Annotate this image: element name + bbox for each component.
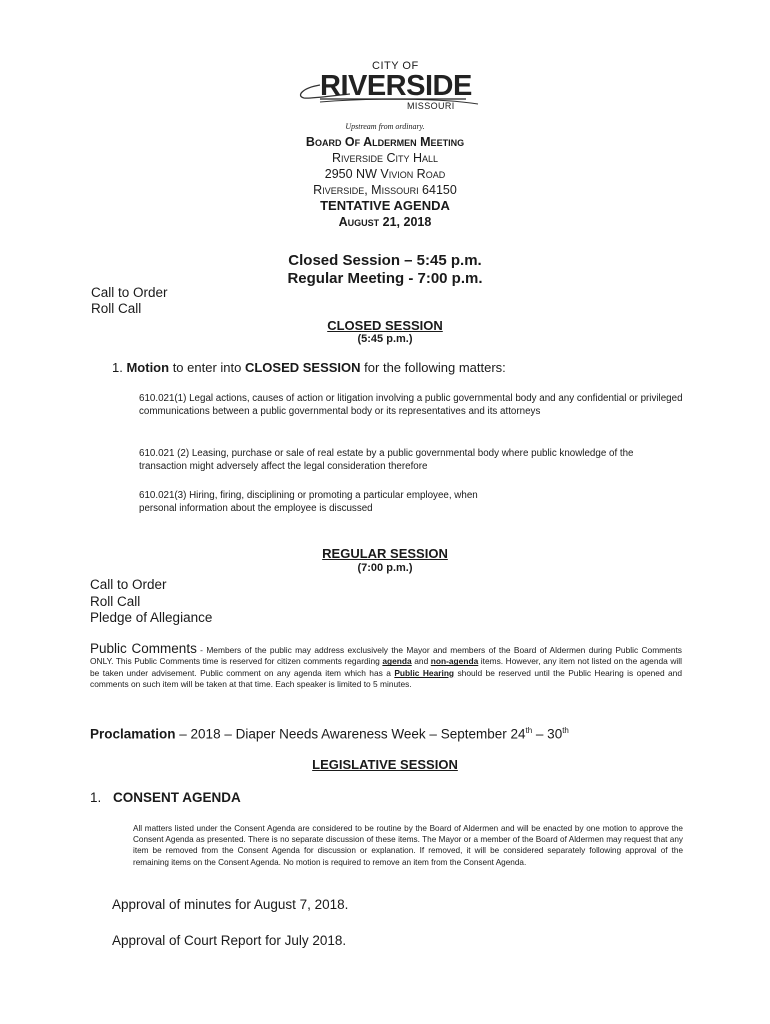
motion-number: 1. bbox=[112, 360, 123, 375]
non-agenda-link: non-agenda bbox=[430, 656, 479, 667]
riverside-logo bbox=[290, 58, 480, 118]
regular-call-to-order: Call to Order bbox=[90, 577, 167, 592]
closed-session-sub-time: (5:45 p.m.) bbox=[357, 333, 413, 345]
proclamation-text: – 2018 – Diaper Needs Awareness Week – September 24 bbox=[175, 726, 526, 742]
public-comments-text-1: - Members of the public may address exclusively the Mayor and members of the Board of Aldermen during Public Comments ONLY. This Public Comments time is reserved for citizen comments regarding bbox=[90, 645, 682, 667]
board-title: Board Of Aldermen Meeting bbox=[305, 135, 465, 149]
proclamation-dash: – 30 bbox=[532, 726, 563, 742]
consent-number: 1. bbox=[90, 790, 102, 805]
agenda-link: agenda bbox=[382, 656, 412, 667]
pledge-of-allegiance: Pledge of Allegiance bbox=[90, 610, 213, 625]
logo-state: MISSOURI bbox=[407, 101, 455, 111]
tentative-agenda: TENTATIVE AGENDA bbox=[320, 198, 450, 213]
public-comments-label: Public Comments bbox=[90, 641, 197, 656]
city-hall: Riverside City Hall bbox=[331, 151, 439, 165]
regular-roll-call: Roll Call bbox=[90, 594, 141, 609]
closed-session-time: Closed Session – 5:45 p.m. bbox=[288, 252, 482, 269]
proclamation-sup-2: th bbox=[562, 726, 569, 735]
consent-description: All matters listed under the Consent Agenda are considered to be routine by the Board of Aldermen and will be enacted by one motion to approve the Consent Agenda as presented. There is no separate discussion of these items. The Mayor or a member of the Board of Aldermen may request that any item be removed from the Consent Agenda for discussion or explanation. If removed, it will be considered separately following approval of the remaining items on the Consent Agenda. No motion is required to remove an item from the Consent Agenda. bbox=[133, 824, 683, 867]
consent-item-court-report: Approval of Court Report for July 2018. bbox=[112, 933, 347, 948]
logo-name: RIVERSIDE bbox=[320, 70, 472, 102]
consent-title: CONSENT AGENDA bbox=[113, 790, 241, 805]
public-comments-text-3: items. However, any item not listed on the agenda will be taken under advisement. Public comment on any agenda item which has a bbox=[90, 656, 682, 678]
meeting-date: August 21, 2018 bbox=[338, 215, 432, 229]
motion-label: Motion bbox=[126, 360, 170, 375]
closed-session-motion bbox=[112, 360, 506, 376]
legislative-session-title: LEGISLATIVE SESSION bbox=[312, 757, 458, 772]
proclamation-label: Proclamation bbox=[90, 726, 176, 742]
closed-item-1: 610.021(1) Legal actions, causes of action or litigation involving a public governmental body and any confidential or privileged communications between a public governmental body or its representatives and its attorneys bbox=[139, 393, 683, 417]
closed-item-2: 610.021 (2) Leasing, purchase or sale of real estate by a public governmental body where public knowledge of the transaction might adversely affect the legal consideration therefore bbox=[139, 448, 634, 472]
logo-city-of: CITY OF bbox=[372, 60, 419, 72]
public-comments-text-4: should be reserved until the Public Hearing is opened and comments on such item will be taken at that time. Each speaker is limited to 5 minutes. bbox=[90, 667, 682, 689]
roll-call: Roll Call bbox=[91, 301, 142, 316]
regular-session-title: REGULAR SESSION bbox=[322, 546, 448, 561]
consent-agenda-heading bbox=[90, 790, 241, 806]
closed-item-3: 610.021(3) Hiring, firing, disciplining or promoting a particular employee, when personal information about the employee is discussed bbox=[139, 490, 478, 514]
public-comments bbox=[90, 643, 682, 690]
motion-text-1: to enter into bbox=[172, 360, 242, 375]
motion-closed-session: CLOSED SESSION bbox=[244, 360, 361, 375]
city-state-zip: Riverside, Missouri 64150 bbox=[313, 183, 457, 197]
tagline: Upstream from ordinary. bbox=[345, 122, 425, 131]
call-to-order: Call to Order bbox=[91, 285, 168, 300]
public-hearing-link: Public Hearing bbox=[394, 667, 455, 678]
regular-session-sub-time: (7:00 p.m.) bbox=[357, 562, 413, 574]
closed-session-title: CLOSED SESSION bbox=[327, 318, 443, 333]
proclamation bbox=[90, 723, 569, 743]
motion-text-2: for the following matters: bbox=[364, 360, 506, 375]
regular-meeting-time: Regular Meeting - 7:00 p.m. bbox=[287, 270, 483, 287]
proclamation-sup-1: th bbox=[525, 726, 533, 735]
street-address: 2950 NW Vivion Road bbox=[324, 167, 446, 181]
public-comments-text-2: and bbox=[411, 656, 431, 667]
consent-item-minutes: Approval of minutes for August 7, 2018. bbox=[112, 897, 349, 912]
